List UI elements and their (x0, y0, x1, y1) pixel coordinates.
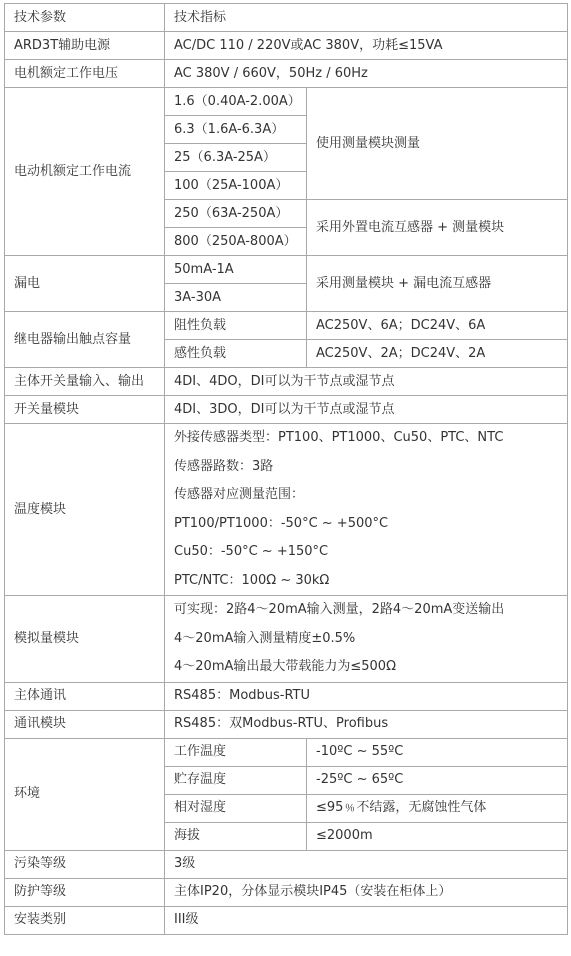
motor-current-range: 25（6.3A-25A） (165, 144, 307, 172)
leakage-range: 3A-30A (165, 284, 307, 312)
header-param: 技术参数 (5, 4, 165, 32)
leakage-label: 漏电 (5, 256, 165, 312)
motor-current-range: 250（63A-250A） (165, 200, 307, 228)
main-switch-io-label: 主体开关量输入、输出 (5, 368, 165, 396)
relay-label: 继电器输出触点容量 (5, 312, 165, 368)
environment-item-value: ≤2000m (307, 822, 568, 850)
motor-current-method-internal: 使用测量模块测量 (307, 88, 568, 200)
motor-current-range: 6.3（1.6A-6.3A） (165, 116, 307, 144)
motor-current-label: 电动机额定工作电流 (5, 88, 165, 256)
spec-table (4, 3, 568, 935)
temp-module-label: 温度模块 (5, 424, 165, 596)
table-row (5, 368, 568, 396)
temp-module-line: Cu50：-50°C ~ +150°C (174, 544, 329, 559)
pollution-value: 3级 (165, 850, 568, 878)
motor-current-method-external: 采用外置电流互感器 + 测量模块 (307, 200, 568, 256)
temp-module-content (165, 424, 568, 596)
table-row (5, 256, 568, 284)
temp-module-line: 外接传感器类型：PT100、PT1000、Cu50、PTC、NTC (174, 430, 504, 445)
environment-label: 环境 (5, 738, 165, 850)
motor-current-range: 1.6（0.40A-2.00A） (165, 88, 307, 116)
motor-current-range: 800（250A-800A） (165, 228, 307, 256)
temp-module-line: PTC/NTC：100Ω ~ 30kΩ (174, 572, 330, 588)
analog-module-line: 可实现：2路4～20mA输入测量，2路4～20mA变送输出 (174, 602, 505, 617)
motor-voltage-label: 电机额定工作电压 (5, 60, 165, 88)
aux-power-label: ARD3T辅助电源 (5, 32, 165, 60)
table-row (5, 60, 568, 88)
main-comm-label: 主体通讯 (5, 682, 165, 710)
leakage-range: 50mA-1A (165, 256, 307, 284)
table-row (5, 738, 568, 766)
temp-module-line: 传感器对应测量范围： (174, 487, 305, 502)
relay-load-type: 阻性负载 (165, 312, 307, 340)
comm-module-value: RS485：双Modbus-RTU、Profibus (165, 710, 568, 738)
analog-module-line: 4～20mA输入测量精度±0.5% (174, 630, 356, 646)
motor-current-range: 100（25A-100A） (165, 172, 307, 200)
table-row (5, 396, 568, 424)
environment-item-name: 相对湿度 (165, 794, 307, 822)
relay-load-type: 感性负载 (165, 340, 307, 368)
main-comm-value: RS485：Modbus-RTU (165, 682, 568, 710)
protection-label: 防护等级 (5, 878, 165, 906)
table-row (5, 312, 568, 340)
motor-voltage-value: AC 380V / 660V，50Hz / 60Hz (165, 60, 568, 88)
table-row (5, 424, 568, 596)
table-row (5, 88, 568, 116)
table-row (5, 682, 568, 710)
relay-capacity: AC250V、2A；DC24V、2A (307, 340, 568, 368)
table-row (5, 596, 568, 683)
environment-item-name: 工作温度 (165, 738, 307, 766)
analog-module-line: 4～20mA输出最大带载能力为≤500Ω (174, 659, 397, 674)
pollution-label: 污染等级 (5, 850, 165, 878)
table-row (5, 906, 568, 934)
relay-capacity: AC250V、6A；DC24V、6A (307, 312, 568, 340)
table-row (5, 850, 568, 878)
analog-module-label: 模拟量模块 (5, 596, 165, 683)
protection-value: 主体IP20，分体显示模块IP45（安装在柜体上） (165, 878, 568, 906)
aux-power-value: AC/DC 110 / 220V或AC 380V，功耗≤15VA (165, 32, 568, 60)
switch-module-value: 4DI、3DO，DI可以为干节点或湿节点 (165, 396, 568, 424)
leakage-method: 采用测量模块 + 漏电流互感器 (307, 256, 568, 312)
main-switch-io-value: 4DI、4DO，DI可以为干节点或湿节点 (165, 368, 568, 396)
comm-module-label: 通讯模块 (5, 710, 165, 738)
temp-module-line: PT100/PT1000：-50°C ~ +500°C (174, 515, 389, 531)
table-header-row (5, 4, 568, 32)
temp-module-line: 传感器路数：3路 (174, 458, 274, 474)
environment-item-value: -10ºC ~ 55ºC (307, 738, 568, 766)
environment-item-name: 海拔 (165, 822, 307, 850)
environment-item-value: ≤95﹪不结露，无腐蚀性气体 (307, 794, 568, 822)
install-value: III级 (165, 906, 568, 934)
switch-module-label: 开关量模块 (5, 396, 165, 424)
table-row (5, 878, 568, 906)
analog-module-content (165, 596, 568, 683)
environment-item-name: 贮存温度 (165, 766, 307, 794)
table-row (5, 32, 568, 60)
header-spec: 技术指标 (165, 4, 568, 32)
table-row (5, 710, 568, 738)
install-label: 安装类别 (5, 906, 165, 934)
environment-item-value: -25ºC ~ 65ºC (307, 766, 568, 794)
